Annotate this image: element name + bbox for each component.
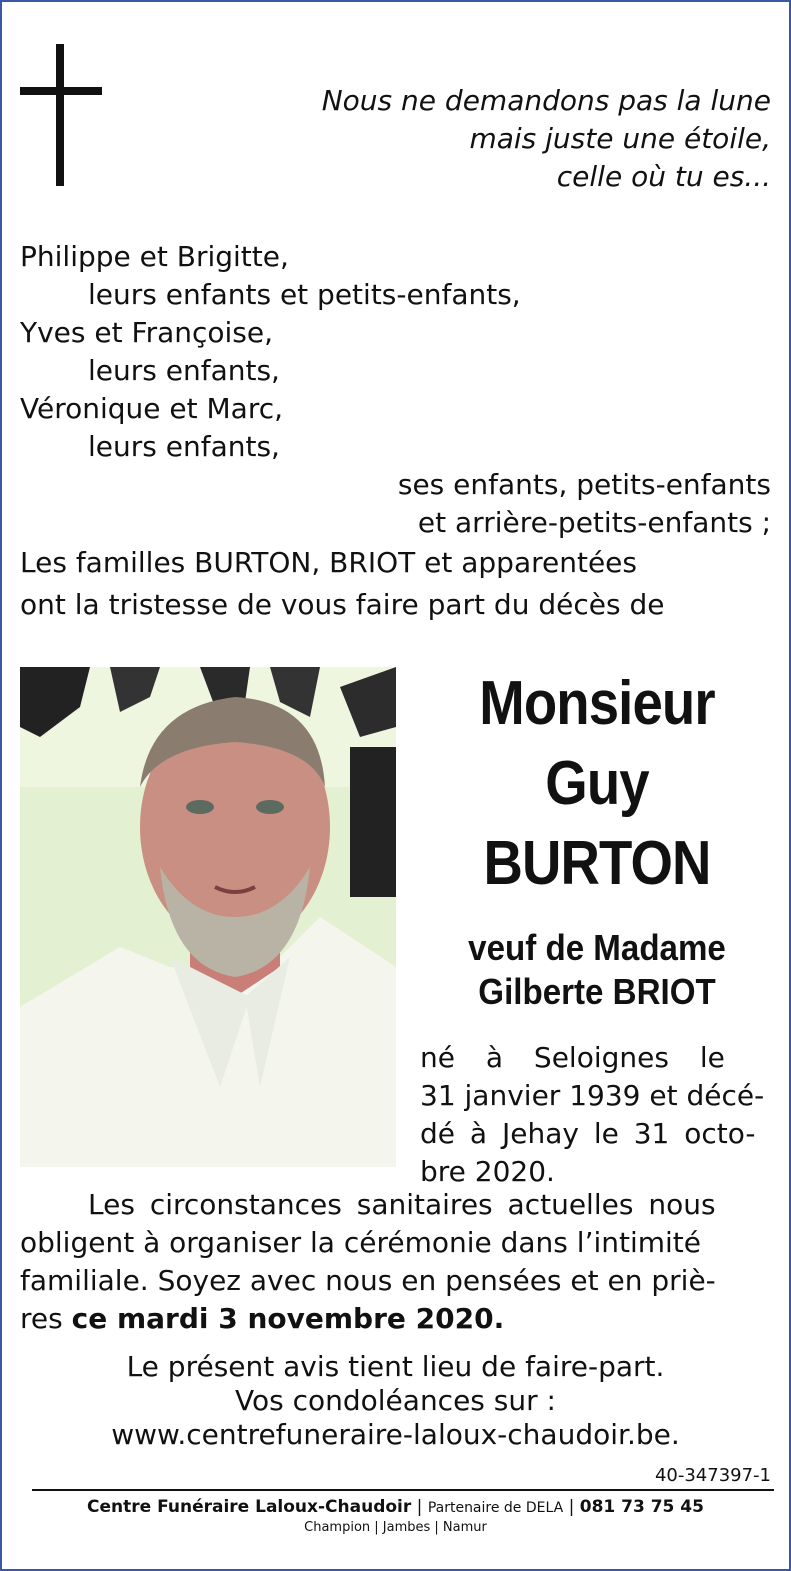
separator: | <box>416 1497 423 1517</box>
birth-death-text <box>420 1039 775 1191</box>
notice-line: Le présent avis tient lieu de faire-part. <box>126 1350 665 1383</box>
announcement-line: ont la tristesse de vous faire part du décès de <box>20 588 665 621</box>
family-line: et arrière-petits-enfants ; <box>417 506 771 539</box>
circumstances-prefix: res <box>20 1302 63 1335</box>
family-line: leurs enfants, <box>88 354 280 387</box>
quote-line: Nous ne demandons pas la lune <box>321 84 771 117</box>
birth-line: 31 janvier 1939 et décé- <box>420 1079 765 1112</box>
notice-line: Vos condoléances sur : <box>235 1384 556 1417</box>
epigraph-quote <box>211 82 771 196</box>
cross-icon <box>56 44 64 186</box>
ceremony-date: ce mardi 3 novembre 2020. <box>71 1302 505 1335</box>
family-line: Yves et Françoise, <box>20 316 273 349</box>
birth-line: dé à Jehay le 31 octo- <box>420 1117 756 1150</box>
deceased-last-name: BURTON <box>483 829 711 898</box>
circumstances-line-date <box>20 1300 775 1338</box>
birth-line: bre 2020. <box>420 1155 555 1188</box>
partner-text: Partenaire de DELA <box>427 1500 564 1516</box>
footer-locations: Champion | Jambes | Namur <box>304 1520 487 1535</box>
quote-line: mais juste une étoile, <box>469 122 771 155</box>
widow-line: Gilberte BRIOT <box>478 971 716 1012</box>
family-line: leurs enfants et petits-enfants, <box>88 278 521 311</box>
widow-block <box>412 926 782 1014</box>
footer-company-line <box>2 1496 789 1519</box>
circumstances-line: Les circonstances sanitaires actuelles nous <box>88 1188 716 1221</box>
deceased-first-name: Guy <box>545 749 649 818</box>
family-line: leurs enfants, <box>88 430 280 463</box>
deceased-name-block <box>412 664 782 904</box>
family-line: Véronique et Marc, <box>20 392 284 425</box>
birth-line: né à Seloignes le <box>420 1041 725 1074</box>
website-link[interactable]: www.centrefuneraire-laloux-chaudoir.be. <box>111 1418 680 1451</box>
quote-line: celle où tu es... <box>556 160 771 193</box>
reference-number: 40-347397-1 <box>654 1465 771 1486</box>
family-line: ses enfants, petits-enfants <box>397 468 771 501</box>
phone-number[interactable]: 081 73 75 45 <box>579 1497 704 1517</box>
separator: | <box>568 1497 575 1517</box>
family-line: Les familles BURTON, BRIOT et apparentées <box>20 546 637 579</box>
deceased-title: Monsieur <box>479 669 715 738</box>
company-name: Centre Funéraire Laloux-Chaudoir <box>87 1497 412 1517</box>
widow-line: veuf de Madame <box>468 927 726 968</box>
divider <box>32 1489 774 1491</box>
portrait-photo <box>20 667 396 1167</box>
cross-icon-bar <box>20 87 102 95</box>
circumstances-line: obligent à organiser la cérémonie dans l’intimité <box>20 1226 702 1259</box>
family-line: Philippe et Brigitte, <box>20 240 289 273</box>
circumstances-line: familiale. Soyez avec nous en pensées et en priè- <box>20 1264 716 1297</box>
